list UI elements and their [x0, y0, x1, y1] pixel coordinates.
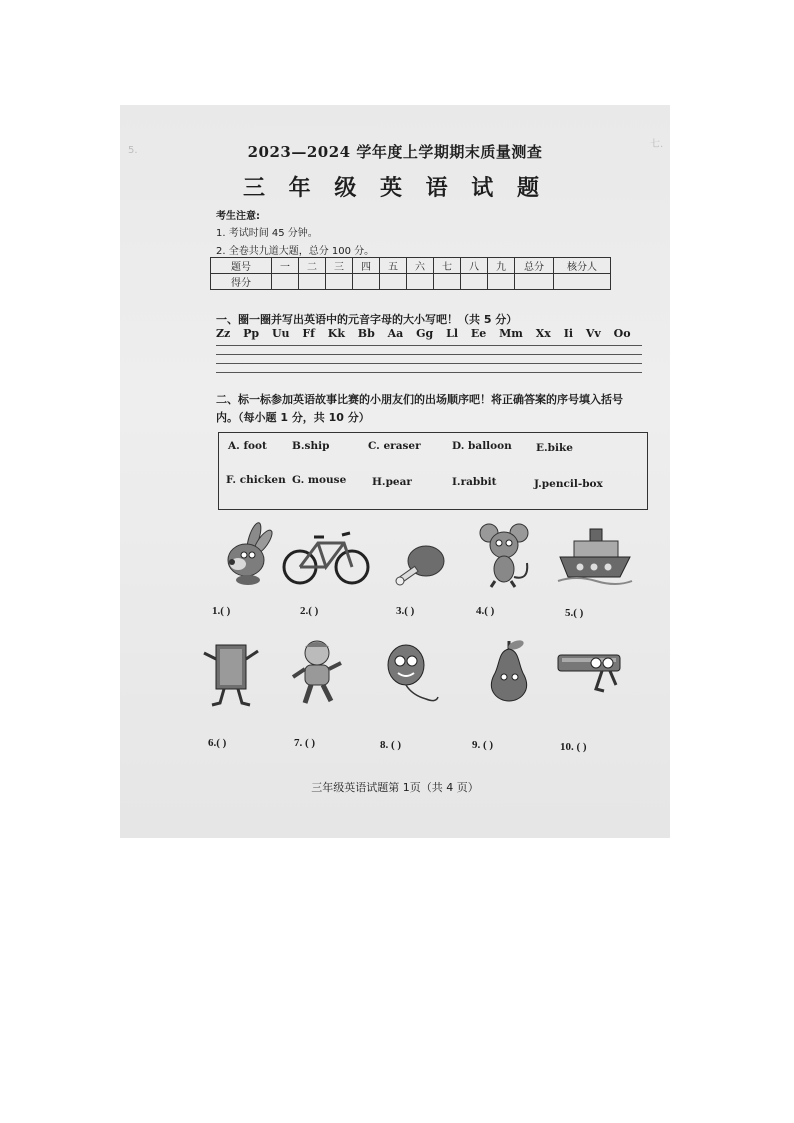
score-cell[interactable]: [380, 274, 407, 290]
score-header-cell: 二: [299, 258, 326, 274]
answer-blank[interactable]: 2.( ): [300, 605, 319, 617]
mouse-picture: [477, 519, 535, 589]
letter-pair[interactable]: Pp: [243, 327, 260, 340]
section2-instruction: 内。（每小题 1 分，共 10 分）: [216, 411, 370, 424]
score-header-cell: 七: [434, 258, 461, 274]
bike-picture: [280, 527, 372, 587]
answer-blank[interactable]: 9. ( ): [472, 739, 494, 751]
answer-blank[interactable]: 7. ( ): [294, 737, 316, 749]
bleed-through-text: 5.: [128, 145, 138, 156]
ship-picture: [556, 525, 634, 587]
rabbit-picture: [216, 520, 280, 586]
section2-instruction: 二、标一标参加英语故事比赛的小朋友们的出场顺序吧！将正确答案的序号填入括号: [216, 393, 623, 406]
score-header-cell: 五: [380, 258, 407, 274]
score-header-cell: 四: [353, 258, 380, 274]
letter-pair[interactable]: Zz: [216, 327, 231, 340]
answer-blank[interactable]: 1.( ): [212, 605, 231, 617]
score-cell[interactable]: [353, 274, 380, 290]
note-item: 1. 考试时间 45 分钟。: [216, 228, 318, 239]
writing-line[interactable]: [216, 372, 642, 373]
bleed-through-text: 七.: [650, 139, 664, 150]
pencil-box-picture: [552, 645, 632, 699]
score-header-cell: 核分人: [554, 258, 611, 274]
score-table-header-row: [211, 258, 611, 274]
note-item: 2. 全卷共九道大题，总分 100 分。: [216, 246, 375, 257]
writing-line[interactable]: [216, 354, 642, 355]
score-cell[interactable]: [554, 274, 611, 290]
exam-title: 2023—2024 学年度上学期期末质量测查: [247, 143, 543, 161]
letter-pair[interactable]: Uu: [271, 327, 290, 340]
letter-pair[interactable]: Oo: [613, 327, 631, 340]
book-picture: [200, 635, 262, 709]
answer-blank[interactable]: 10. ( ): [560, 741, 587, 753]
score-cell[interactable]: [407, 274, 434, 290]
word-option: D. balloon: [452, 440, 512, 452]
score-cell[interactable]: [272, 274, 299, 290]
score-header-cell: 三: [326, 258, 353, 274]
score-cell[interactable]: [434, 274, 461, 290]
score-header-cell: 总分: [515, 258, 554, 274]
letter-pair[interactable]: Vv: [585, 327, 601, 340]
letter-pair[interactable]: Mm: [499, 327, 523, 340]
score-cell[interactable]: [326, 274, 353, 290]
notes-heading: 考生注意:: [216, 211, 260, 222]
letter-pair[interactable]: Kk: [327, 327, 345, 340]
answer-blank[interactable]: 8. ( ): [380, 739, 402, 751]
score-table-score-row: [211, 274, 611, 290]
balloon-picture: [382, 639, 444, 709]
answer-blank[interactable]: 5.( ): [565, 607, 584, 619]
pear-picture: [484, 635, 534, 705]
letter-list: [216, 327, 640, 340]
letter-pair[interactable]: Aa: [387, 327, 404, 340]
section1-instruction: 一、圈一圈并写出英语中的元音字母的大小写吧！（共 5 分）: [216, 313, 518, 326]
word-options-box: [218, 432, 648, 510]
word-option: J.pencil-box: [534, 478, 603, 490]
score-header-cell: 六: [407, 258, 434, 274]
word-option: B.ship: [292, 440, 330, 452]
writing-line[interactable]: [216, 345, 642, 346]
score-header-cell: 一: [272, 258, 299, 274]
letter-pair[interactable]: Ff: [302, 327, 315, 340]
answer-blank[interactable]: 4.( ): [476, 605, 495, 617]
answer-blank[interactable]: 6.( ): [208, 737, 227, 749]
word-option: H.pear: [372, 476, 412, 488]
word-option: F. chicken: [226, 474, 286, 486]
page-footer: 三年级英语试题第 1页（共 4 页）: [311, 781, 479, 794]
score-header-cell: 八: [461, 258, 488, 274]
score-header-cell: 题号: [211, 258, 272, 274]
word-option: I.rabbit: [452, 476, 497, 488]
score-cell[interactable]: [461, 274, 488, 290]
score-cell[interactable]: [515, 274, 554, 290]
writing-line[interactable]: [216, 363, 642, 364]
word-option: G. mouse: [292, 474, 347, 486]
subject-title: 三 年 级 英 语 试 题: [243, 175, 547, 201]
word-option: A. foot: [228, 440, 267, 452]
letter-pair[interactable]: Bb: [357, 327, 375, 340]
answer-blank[interactable]: 3.( ): [396, 605, 415, 617]
score-table: [210, 257, 611, 290]
letter-pair[interactable]: Ll: [446, 327, 459, 340]
letter-pair[interactable]: Ii: [563, 327, 574, 340]
score-cell[interactable]: [488, 274, 515, 290]
letter-pair[interactable]: Ee: [470, 327, 487, 340]
score-header-cell: 九: [488, 258, 515, 274]
letter-pair[interactable]: Xx: [535, 327, 551, 340]
exam-paper: [120, 105, 670, 838]
chicken-leg-picture: [392, 543, 448, 589]
word-option: E.bike: [536, 442, 573, 454]
boy-picture: [285, 637, 347, 709]
score-row-label: 得分: [211, 274, 272, 290]
word-option: C. eraser: [368, 440, 421, 452]
letter-pair[interactable]: Gg: [416, 327, 434, 340]
score-cell[interactable]: [299, 274, 326, 290]
